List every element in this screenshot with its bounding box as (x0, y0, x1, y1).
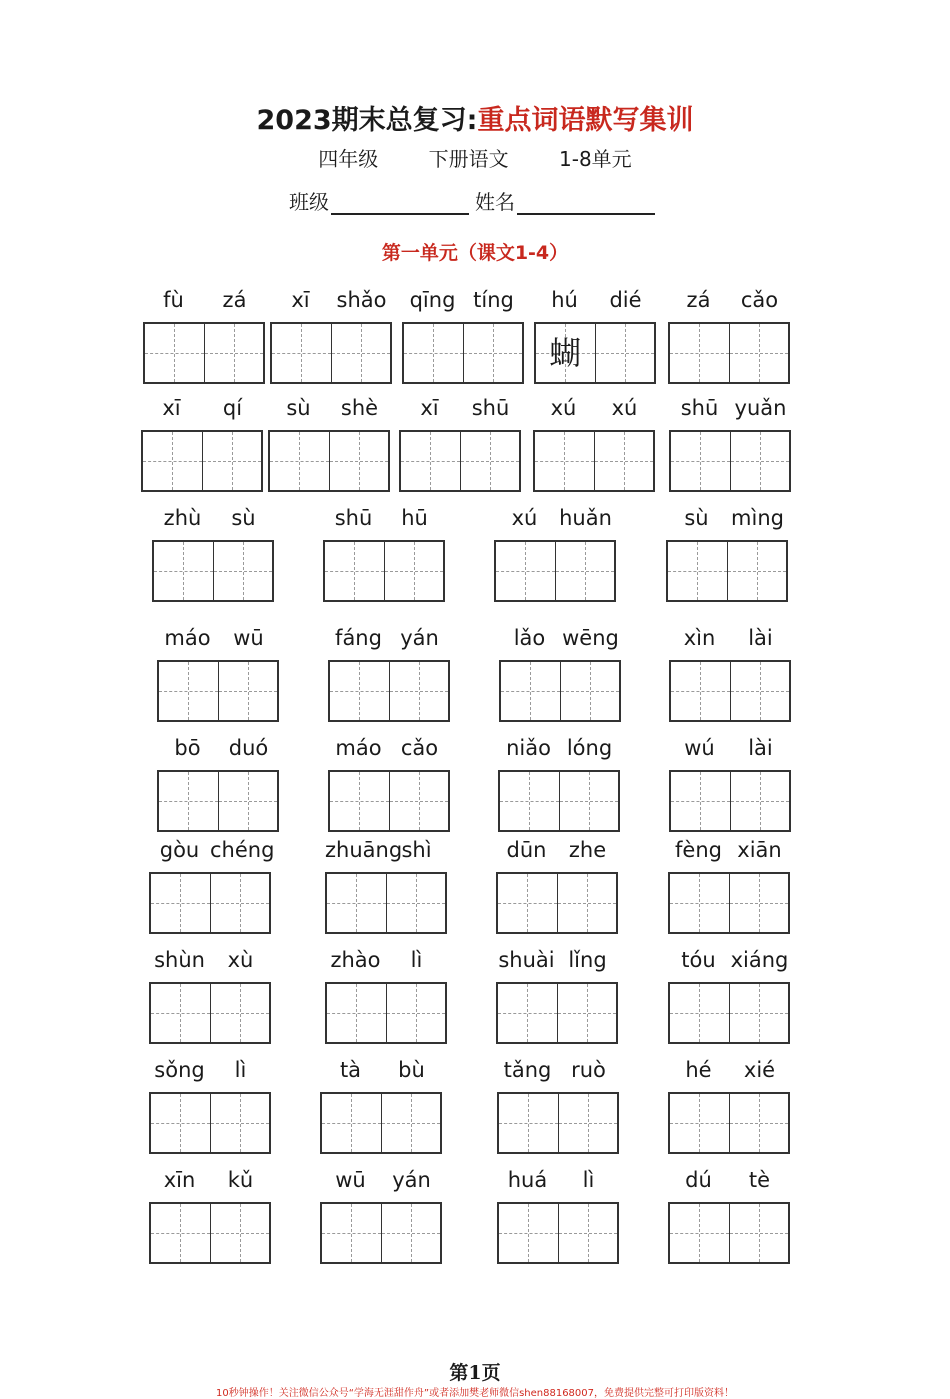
pinyin (157, 736, 279, 762)
pinyin (496, 948, 618, 974)
character-cell[interactable] (595, 324, 655, 382)
pinyin-syllable: kǔ (227, 1168, 254, 1192)
student-info-line (0, 186, 950, 215)
pinyin-syllable: lì (582, 1168, 595, 1192)
pinyin-syllable: sù (684, 506, 709, 530)
character-cell[interactable] (730, 662, 790, 720)
character-cell[interactable] (210, 1204, 270, 1262)
writing-grid[interactable] (328, 660, 450, 722)
writing-grid[interactable] (149, 872, 271, 934)
pinyin-syllable: bō (174, 736, 201, 760)
pinyin-syllable: tè (748, 1168, 771, 1192)
writing-grid[interactable] (668, 982, 790, 1044)
character-cell[interactable] (331, 324, 391, 382)
writing-grid[interactable] (149, 1092, 271, 1154)
character-cell[interactable] (381, 1094, 441, 1152)
pinyin-syllable: shè (340, 396, 379, 420)
class-label: 班级 (289, 190, 329, 214)
pinyin-syllable: sù (231, 506, 256, 530)
pinyin-syllable: xiáng (730, 948, 789, 972)
character-cell[interactable] (381, 1204, 441, 1262)
pinyin-syllable: xú (611, 396, 638, 420)
character-cell[interactable] (670, 1204, 729, 1262)
pinyin-syllable: hū (401, 506, 428, 530)
writing-grid[interactable] (668, 1092, 790, 1154)
character-cell[interactable] (555, 542, 615, 600)
pinyin-syllable: lì (234, 1058, 247, 1082)
footer-note: 10秒钟操作！关注微信公众号“学海无涯甜作舟”或者添加樊老师微信shen88168007，免费提供完整可打印版资料！ (215, 1388, 735, 1399)
pinyin-syllable: xìn (683, 626, 716, 650)
character-cell[interactable] (202, 432, 262, 490)
pinyin-syllable: sǒng (154, 1058, 205, 1082)
writing-grid[interactable] (494, 540, 616, 602)
writing-grid[interactable] (668, 1202, 790, 1264)
pinyin (669, 736, 791, 762)
pinyin-syllable: fáng (335, 626, 382, 650)
character-cell[interactable] (730, 772, 790, 830)
character-cell[interactable] (325, 542, 384, 600)
character-cell[interactable] (729, 324, 789, 382)
pinyin-syllable: yán (400, 626, 439, 650)
writing-grid[interactable] (668, 872, 790, 934)
character-cell[interactable] (154, 542, 213, 600)
pinyin (669, 626, 791, 652)
name-blank (517, 191, 655, 215)
pinyin-syllable: zhù (163, 506, 202, 530)
character-cell[interactable] (218, 772, 278, 830)
character-cell[interactable] (272, 324, 331, 382)
character-cell[interactable] (386, 984, 446, 1042)
pinyin-syllable: xī (420, 396, 439, 420)
pinyin-syllable: fèng (675, 838, 722, 862)
character-cell[interactable] (384, 542, 444, 600)
pinyin-syllable: fù (163, 288, 184, 312)
book-label: 下册语文 (428, 147, 509, 171)
pinyin (402, 288, 524, 314)
pinyin-syllable: tǎng (503, 1058, 552, 1082)
writing-grid[interactable] (497, 1202, 619, 1264)
character-cell[interactable] (536, 324, 595, 382)
pinyin (149, 948, 271, 974)
pinyin-syllable: máo (164, 626, 211, 650)
pinyin-syllable: tíng (473, 288, 514, 312)
character-cell[interactable] (389, 662, 449, 720)
character-cell[interactable] (330, 772, 389, 830)
pinyin (320, 1168, 442, 1194)
pinyin-syllable: dú (685, 1168, 712, 1192)
pinyin-syllable: zhuāng (325, 838, 403, 862)
writing-grid[interactable] (328, 770, 450, 832)
character-cell[interactable] (560, 662, 620, 720)
pinyin-syllable: sù (286, 396, 311, 420)
pinyin-syllable: xù (227, 948, 254, 972)
pinyin-syllable: cǎo (740, 288, 779, 312)
character-cell[interactable] (671, 432, 730, 490)
writing-grid[interactable] (666, 540, 788, 602)
character-cell[interactable] (558, 1204, 618, 1262)
pinyin (325, 838, 447, 864)
pinyin-syllable: qīng (409, 288, 456, 312)
pinyin-syllable: xī (291, 288, 310, 312)
pinyin (325, 948, 447, 974)
character-cell[interactable] (730, 432, 790, 490)
title-prefix: 2023期末总复习: (256, 105, 478, 136)
pinyin (323, 506, 445, 532)
character-cell[interactable] (322, 1204, 381, 1262)
pinyin-syllable: wū (233, 626, 264, 650)
pinyin (496, 838, 618, 864)
pinyin-syllable: dūn (506, 838, 547, 862)
character-cell[interactable] (322, 1094, 381, 1152)
writing-grid[interactable] (402, 322, 524, 384)
pinyin-syllable: zhe (568, 838, 607, 862)
pinyin-syllable: qí (222, 396, 243, 420)
character-cell[interactable] (143, 432, 202, 490)
writing-grid[interactable] (496, 982, 618, 1044)
writing-grid[interactable] (149, 982, 271, 1044)
pinyin-syllable: shū (334, 506, 373, 530)
writing-grid[interactable] (497, 1092, 619, 1154)
writing-grid[interactable] (323, 540, 445, 602)
pinyin-syllable: shū (471, 396, 510, 420)
pinyin-syllable: xiān (737, 838, 782, 862)
character-cell[interactable] (151, 1094, 210, 1152)
unit-title: 第一单元（课文1-4） (381, 242, 569, 264)
pinyin-syllable: duó (228, 736, 269, 760)
writing-grid[interactable] (669, 660, 791, 722)
writing-grid[interactable] (320, 1202, 442, 1264)
character-cell[interactable] (159, 772, 218, 830)
pinyin (668, 838, 790, 864)
writing-grid[interactable] (668, 322, 790, 384)
pinyin-syllable: xié (743, 1058, 776, 1082)
character-cell[interactable] (327, 984, 386, 1042)
character-cell[interactable] (500, 772, 559, 830)
pinyin-syllable: zhào (330, 948, 381, 972)
pinyin (668, 288, 790, 314)
pinyin-syllable: hé (685, 1058, 712, 1082)
pinyin-syllable: máo (335, 736, 382, 760)
character-cell[interactable] (496, 542, 555, 600)
pinyin-syllable: wēng (562, 626, 619, 650)
character-cell[interactable] (401, 432, 460, 490)
pinyin-syllable: shì (401, 838, 432, 862)
pinyin-syllable: lài (748, 626, 773, 650)
pinyin-syllable: xú (511, 506, 538, 530)
writing-grid[interactable] (533, 430, 655, 492)
pinyin (149, 1168, 271, 1194)
writing-grid[interactable] (143, 322, 265, 384)
pinyin-syllable: shuài (498, 948, 555, 972)
pinyin-syllable: gòu (159, 838, 200, 862)
page-number: 第1页 (449, 1362, 501, 1384)
class-blank (331, 191, 469, 215)
character-cell[interactable] (729, 984, 789, 1042)
character-cell[interactable] (460, 432, 520, 490)
character-cell[interactable] (386, 874, 446, 932)
pinyin (534, 288, 656, 314)
grade-label: 四年级 (318, 147, 379, 171)
writing-grid[interactable] (496, 872, 618, 934)
character-cell[interactable] (668, 542, 727, 600)
pinyin (270, 288, 392, 314)
pinyin-syllable: zá (686, 288, 711, 312)
pinyin-syllable: lì (410, 948, 423, 972)
writing-grid[interactable] (399, 430, 521, 492)
character-cell[interactable] (535, 432, 594, 490)
character-cell[interactable] (159, 662, 218, 720)
character-cell[interactable] (557, 984, 617, 1042)
character-cell[interactable] (559, 772, 619, 830)
pinyin (328, 736, 450, 762)
writing-grid[interactable] (149, 1202, 271, 1264)
pinyin (669, 396, 791, 422)
writing-grid[interactable] (320, 1092, 442, 1154)
pinyin (157, 626, 279, 652)
writing-grid[interactable] (534, 322, 656, 384)
pinyin (143, 288, 265, 314)
character-cell[interactable] (557, 874, 617, 932)
pinyin-syllable: lóng (566, 736, 613, 760)
character-cell[interactable] (501, 662, 560, 720)
character-cell[interactable] (727, 542, 787, 600)
character-cell[interactable] (389, 772, 449, 830)
pinyin-syllable: lài (748, 736, 773, 760)
character-cell[interactable] (729, 1204, 789, 1262)
character-cell[interactable] (498, 984, 557, 1042)
pinyin-syllable: wū (335, 1168, 366, 1192)
writing-grid[interactable] (499, 660, 621, 722)
character-cell[interactable] (270, 432, 329, 490)
character-cell[interactable] (151, 1204, 210, 1262)
range-label: 1-8单元 (559, 147, 632, 171)
pinyin (141, 396, 263, 422)
character-cell[interactable] (670, 874, 729, 932)
character-cell[interactable] (463, 324, 523, 382)
pinyin (149, 1058, 271, 1084)
title-highlight: 重点词语默写集训 (477, 105, 694, 136)
pinyin (268, 396, 390, 422)
pinyin-syllable: tà (339, 1058, 362, 1082)
pinyin-syllable: huá (507, 1168, 548, 1192)
pinyin-syllable: xī (162, 396, 181, 420)
character-cell[interactable] (213, 542, 273, 600)
character-cell[interactable] (499, 1204, 558, 1262)
pinyin-syllable: shū (680, 396, 719, 420)
pinyin (497, 1058, 619, 1084)
pinyin-syllable: wú (684, 736, 715, 760)
character-cell[interactable] (145, 324, 204, 382)
pinyin-syllable: hú (551, 288, 578, 312)
pinyin (498, 736, 620, 762)
pinyin-syllable: cǎo (400, 736, 439, 760)
writing-grid[interactable] (498, 770, 620, 832)
character-cell[interactable] (404, 324, 463, 382)
character-cell[interactable] (729, 1094, 789, 1152)
name-label: 姓名 (475, 190, 515, 214)
writing-grid[interactable] (157, 660, 279, 722)
writing-grid[interactable] (152, 540, 274, 602)
pinyin (152, 506, 274, 532)
character-cell[interactable] (594, 432, 654, 490)
character-cell[interactable] (151, 984, 210, 1042)
pinyin-syllable: ruò (571, 1058, 606, 1082)
character-cell[interactable] (670, 324, 729, 382)
pinyin (533, 396, 655, 422)
written-character: 蝴 (549, 334, 582, 372)
writing-grid[interactable] (669, 430, 791, 492)
character-cell[interactable] (218, 662, 278, 720)
pinyin-syllable: mìng (731, 506, 784, 530)
pinyin (497, 1168, 619, 1194)
character-cell[interactable] (204, 324, 264, 382)
character-cell[interactable] (498, 874, 557, 932)
page-title (0, 98, 950, 137)
pinyin-syllable: xīn (163, 1168, 196, 1192)
writing-grid[interactable] (669, 770, 791, 832)
character-cell[interactable] (670, 984, 729, 1042)
pinyin (494, 506, 616, 532)
writing-grid[interactable] (325, 982, 447, 1044)
pinyin-syllable: shùn (154, 948, 205, 972)
pinyin-syllable: zá (222, 288, 247, 312)
pinyin (499, 626, 621, 652)
pinyin-syllable: tóu (681, 948, 716, 972)
pinyin-syllable: xú (550, 396, 577, 420)
character-cell[interactable] (558, 1094, 618, 1152)
writing-grid[interactable] (270, 322, 392, 384)
pinyin-syllable: yán (392, 1168, 431, 1192)
character-cell[interactable] (329, 432, 389, 490)
character-cell[interactable] (327, 874, 386, 932)
character-cell[interactable] (670, 1094, 729, 1152)
character-cell[interactable] (151, 874, 210, 932)
subtitle (0, 143, 950, 172)
writing-grid[interactable] (157, 770, 279, 832)
pinyin (666, 506, 788, 532)
pinyin (320, 1058, 442, 1084)
pinyin (668, 1168, 790, 1194)
character-cell[interactable] (210, 874, 270, 932)
pinyin (149, 838, 275, 864)
pinyin-syllable: shǎo (336, 288, 387, 312)
pinyin (399, 396, 521, 422)
character-cell[interactable] (210, 1094, 270, 1152)
character-cell[interactable] (330, 662, 389, 720)
character-cell[interactable] (499, 1094, 558, 1152)
pinyin (668, 1058, 790, 1084)
character-cell[interactable] (210, 984, 270, 1042)
pinyin-syllable: huǎn (559, 506, 612, 530)
pinyin-syllable: niǎo (506, 736, 551, 760)
character-cell[interactable] (729, 874, 789, 932)
pinyin-syllable: lǐng (568, 948, 607, 972)
pinyin-syllable: yuǎn (734, 396, 787, 420)
pinyin (668, 948, 790, 974)
character-cell[interactable] (671, 662, 730, 720)
writing-grid[interactable] (141, 430, 263, 492)
character-cell[interactable] (671, 772, 730, 830)
pinyin-syllable: lǎo (513, 626, 546, 650)
pinyin (328, 626, 450, 652)
pinyin-syllable: bù (398, 1058, 425, 1082)
pinyin-syllable: chéng (210, 838, 275, 862)
pinyin-syllable: dié (609, 288, 642, 312)
writing-grid[interactable] (325, 872, 447, 934)
writing-grid[interactable] (268, 430, 390, 492)
